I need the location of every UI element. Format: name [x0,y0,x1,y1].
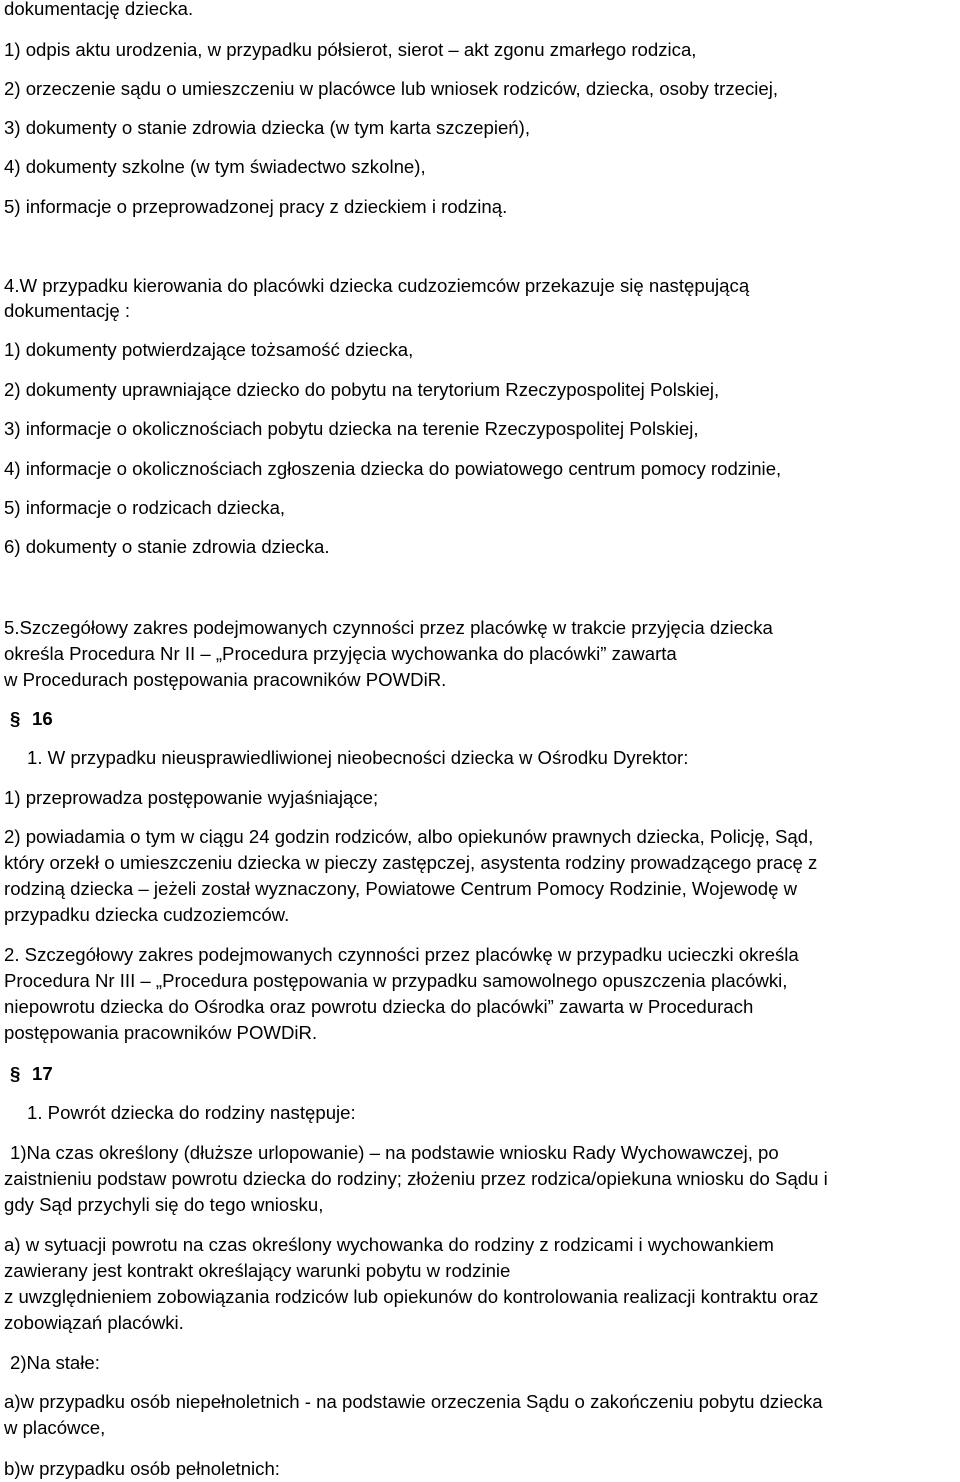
text-line: 1)Na czas określony (dłuższe urlopowanie) – na podstawie wniosku Rady Wychowawczej, po [10,1142,779,1163]
section-heading-16 [10,708,53,730]
text-line: który orzekł o umieszczeniu dziecka w pieczy zastępczej, asystenta rodziny prowadzącego pracę z [4,852,818,873]
text-line: 2) powiadamia o tym w ciągu 24 godzin rodziców, albo opiekunów prawnych dziecka, Policję, Sąd, [4,826,814,847]
text-line: przypadku dziecka cudzoziemców. [4,904,290,925]
text-line: rodziną dziecka – jeżeli został wyznaczony, Powiatowe Centrum Pomocy Rodzinie, Wojewodę w [4,878,798,899]
text-line: dokumentację dziecka. [4,0,194,19]
text-line: określa Procedura Nr II – „Procedura przyjęcia wychowanka do placówki” zawarta [4,643,677,664]
text-line: 6) dokumenty o stanie zdrowia dziecka. [4,536,330,557]
text-line: zobowiązań placówki. [4,1312,184,1333]
text-line: 1) dokumenty potwierdzające tożsamość dziecka, [4,339,414,360]
section-number: 16 [32,708,53,729]
text-line: z uwzględnieniem zobowiązania rodziców lub opiekunów do kontrolowania realizacji kontraktu oraz [4,1286,819,1307]
text-line: 5.Szczegółowy zakres podejmowanych czynności przez placówkę w trakcie przyjęcia dziecka [4,617,773,638]
text-line: a)w przypadku osób niepełnoletnich - na podstawie orzeczenia Sądu o zakończeniu pobytu dziecka [4,1391,823,1412]
text-line: 4) informacje o okolicznościach zgłoszenia dziecka do powiatowego centrum pomocy rodzinie, [4,458,782,479]
text-line: zawierany jest kontrakt określający warunki pobytu w rodzinie [4,1260,511,1281]
text-line: 1. Powrót dziecka do rodziny następuje: [27,1102,356,1123]
text-line: 2. Szczegółowy zakres podejmowanych czynności przez placówkę w przypadku ucieczki określa [4,944,799,965]
section-number: 17 [32,1063,53,1084]
section-symbol: § [10,1063,21,1084]
section-heading-17 [10,1063,53,1085]
text-line: postępowania pracowników POWDiR. [4,1022,318,1043]
text-line: 3) dokumenty o stanie zdrowia dziecka (w tym karta szczepień), [4,117,530,138]
text-line: dokumentację : [4,300,131,321]
text-line: w Procedurach postępowania pracowników POWDiR. [4,669,447,690]
text-line: 1) przeprowadza postępowanie wyjaśniające; [4,787,379,808]
text-line: b)w przypadku osób pełnoletnich: [4,1458,280,1479]
text-line: Procedura Nr III – „Procedura postępowania w przypadku samowolnego opuszczenia placówki, [4,970,788,991]
text-line: 4) dokumenty szkolne (w tym świadectwo szkolne), [4,156,426,177]
text-line: 5) informacje o przeprowadzonej pracy z dzieckiem i rodziną. [4,196,508,217]
text-line: 1) odpis aktu urodzenia, w przypadku półsierot, sierot – akt zgonu zmarłego rodzica, [4,39,697,60]
text-line: 2)Na stałe: [10,1352,100,1373]
text-line: 5) informacje o rodzicach dziecka, [4,497,286,518]
text-line: 1. W przypadku nieusprawiedliwionej nieobecności dziecka w Ośrodku Dyrektor: [27,747,689,768]
text-line: niepowrotu dziecka do Ośrodka oraz powrotu dziecka do placówki” zawarta w Procedurach [4,996,754,1017]
text-line: w placówce, [4,1417,106,1438]
text-line: zaistnieniu podstaw powrotu dziecka do rodziny; złożeniu przez rodzica/opiekuna wniosku do Sądu i [4,1168,828,1189]
text-line: a) w sytuacji powrotu na czas określony wychowanka do rodziny z rodzicami i wychowankiem [4,1234,774,1255]
text-line: gdy Sąd przychyli się do tego wniosku, [4,1194,324,1215]
section-symbol: § [10,708,21,729]
text-line: 2) orzeczenie sądu o umieszczeniu w placówce lub wniosek rodziców, dziecka, osoby trzeciej, [4,78,779,99]
text-line: 3) informacje o okolicznościach pobytu dziecka na terenie Rzeczypospolitej Polskiej, [4,418,699,439]
text-line: 2) dokumenty uprawniające dziecko do pobytu na terytorium Rzeczypospolitej Polskiej, [4,379,720,400]
text-line: 4.W przypadku kierowania do placówki dziecka cudzoziemców przekazuje się następującą [4,275,750,296]
